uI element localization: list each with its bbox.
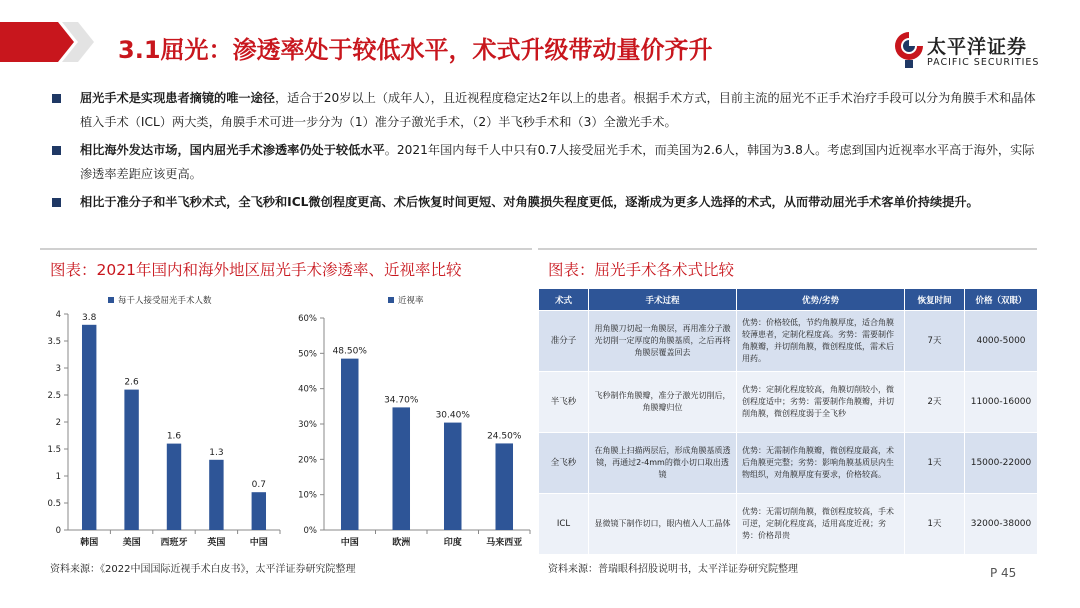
bar [209, 460, 223, 530]
bullet-square-icon [52, 198, 61, 207]
data-label: 30.40% [435, 410, 470, 421]
table-row [539, 494, 1038, 555]
bullet-item [52, 86, 1042, 134]
bar [495, 443, 513, 530]
table-header: 手术过程 [589, 289, 737, 311]
table-header: 术式 [539, 289, 589, 311]
data-label: 3.8 [82, 312, 97, 323]
y-tick-label: 3 [55, 364, 61, 374]
process-cell: 在角膜上扫描两层后，形成角膜基质透镜，再通过2-4mm的微小切口取出透镜 [589, 433, 737, 494]
legend-swatch [388, 297, 394, 303]
process-cell: 用角膜刀切起一角膜层，再用准分子激光切削一定厚度的角膜基质，之后再将角膜层覆盖回去 [589, 311, 737, 372]
logo-chinese-name: 太平洋证券 [927, 36, 1028, 58]
header-chevron-decoration [0, 22, 100, 62]
bullet-bold-text: 相比海外发达市场，国内屈光手术渗透率仍处于较低水平 [80, 143, 385, 157]
y-tick-label: 0 [55, 526, 61, 536]
data-label: 24.50% [487, 431, 522, 442]
table-header-row [539, 289, 1038, 311]
category-label: 马来西亚 [486, 538, 523, 548]
y-tick-label: 60% [298, 314, 317, 324]
table-row [539, 433, 1038, 494]
category-label: 英国 [207, 538, 226, 548]
y-tick-label: 4 [55, 310, 61, 320]
y-tick-label: 2 [55, 418, 61, 428]
price-cell: 15000-22000 [965, 433, 1038, 494]
y-tick-label: 3.5 [47, 337, 61, 347]
bullet-text: 。2021年国内每千人中只有0.7人接受屈光手术，而美国为2.6人，韩国为3.8人。考虑到国内近视率水平高于海外，实际渗透率差距应该更高。 [80, 143, 1035, 181]
pros-cons-cell: 优势：无需切削角膜，微创程度较高，手术可逆，定制化程度高，适用高度近视；劣势：价格昂贵 [737, 494, 905, 555]
category-label: 中国 [249, 538, 268, 548]
y-tick-label: 20% [298, 455, 317, 466]
y-tick-label: 10% [298, 490, 317, 501]
company-logo [893, 30, 1058, 74]
bar [341, 359, 359, 530]
surgery-name-cell: ICL [539, 494, 589, 555]
data-label: 2.6 [124, 377, 139, 388]
page-title: 3.1屈光：渗透率处于较低水平，术式升级带动量价齐升 [118, 36, 713, 64]
y-tick-label: 0% [303, 526, 317, 536]
pacific-logo-icon [893, 30, 925, 70]
data-label: 48.50% [332, 346, 367, 357]
logo-english-name: PACIFIC SECURITIES [927, 57, 1040, 68]
legend-label: 近视率 [398, 296, 424, 306]
bullet-list [52, 86, 1042, 218]
recovery-cell: 2天 [905, 372, 965, 433]
process-cell: 显微镜下制作切口，眼内植入人工晶体 [589, 494, 737, 555]
category-label: 西班牙 [160, 538, 188, 548]
bullet-item [52, 138, 1042, 186]
legend-swatch [108, 297, 114, 303]
pros-cons-cell: 优势：无需制作角膜瓣，微创程度最高，术后角膜更完整；劣势：影响角膜基质层内生物组织，对角膜厚度有要求，价格较高。 [737, 433, 905, 494]
bar [82, 325, 96, 530]
price-cell: 4000-5000 [965, 311, 1038, 372]
left-panel-divider [40, 248, 532, 250]
bullet-square-icon [52, 146, 61, 155]
data-label: 0.7 [251, 480, 266, 491]
bar [167, 444, 181, 530]
y-tick-label: 50% [298, 349, 317, 360]
bar [252, 492, 266, 530]
recovery-cell: 7天 [905, 311, 965, 372]
myopia-rate-chart [290, 290, 535, 552]
recovery-cell: 1天 [905, 494, 965, 555]
category-label: 欧洲 [392, 538, 411, 548]
y-tick-label: 0.5 [47, 499, 61, 509]
data-label: 1.3 [209, 447, 224, 458]
table-row [539, 311, 1038, 372]
recovery-cell: 1天 [905, 433, 965, 494]
category-label: 印度 [443, 538, 462, 548]
y-tick-label: 40% [298, 384, 317, 395]
legend-label: 每千人接受屈光手术人数 [118, 296, 212, 306]
process-cell: 飞秒制作角膜瓣，准分子激光切削后，角膜瓣归位 [589, 372, 737, 433]
price-cell: 11000-16000 [965, 372, 1038, 433]
category-label: 中国 [340, 538, 359, 548]
bullet-square-icon [52, 94, 61, 103]
data-label: 34.70% [384, 395, 419, 406]
bar [392, 407, 410, 530]
bullet-text: ，适合于20岁以上（成年人），且近视程度稳定达2年以上的患者。根据手术方式，目前主流的屈光不正手术治疗手段可以分为角膜手术和晶体植入手术（ICL）两大类，角膜手术可进一步分为（1）准分子激光手术，（2）半飞秒手术和（3）全激光手术。 [80, 91, 1036, 129]
right-source-note: 资料来源：普瑞眼科招股说明书，太平洋证券研究院整理 [548, 564, 798, 575]
left-panel-title: 图表：2021年国内和海外地区屈光手术渗透率、近视率比较 [50, 261, 462, 279]
surgery-name-cell: 准分子 [539, 311, 589, 372]
page-number: P 45 [990, 566, 1017, 580]
table-header: 优势/劣势 [737, 289, 905, 311]
pros-cons-cell: 优势：价格较低，节约角膜厚度，适合角膜较薄患者，定制化程度高。劣势：需要制作角膜瓣，并切削角膜，微创程度低，需术后用药。 [737, 311, 905, 372]
price-cell: 32000-38000 [965, 494, 1038, 555]
y-tick-label: 2.5 [47, 391, 61, 401]
right-panel-divider [538, 248, 1037, 250]
bar [444, 423, 462, 530]
category-label: 美国 [122, 538, 141, 548]
pros-cons-cell: 优势：定制化程度较高，角膜切削较小，微创程度适中；劣势：需要制作角膜瓣，并切削角膜，微创程度弱于全飞秒 [737, 372, 905, 433]
y-tick-label: 1 [55, 472, 61, 482]
category-label: 韩国 [80, 538, 99, 548]
table-header: 恢复时间 [905, 289, 965, 311]
bullet-bold-text: 相比于准分子和半飞秒术式，全飞秒和ICL微创程度更高、术后恢复时间更短、对角膜损失程度更低，逐渐成为更多人选择的术式，从而带动屈光手术客单价持续提升。 [80, 195, 979, 209]
bar [124, 390, 138, 530]
y-tick-label: 1.5 [47, 445, 61, 455]
surgery-name-cell: 半飞秒 [539, 372, 589, 433]
y-tick-label: 30% [298, 420, 317, 430]
data-label: 1.6 [166, 431, 182, 442]
surgery-per-thousand-chart [40, 290, 290, 552]
left-source-note: 资料来源：《2022中国国际近视手术白皮书》，太平洋证券研究院整理 [50, 564, 356, 575]
bullet-bold-text: 屈光手术是实现患者摘镜的唯一途径 [80, 91, 275, 105]
surgery-comparison-table [538, 288, 1038, 555]
table-header: 价格（双眼） [965, 289, 1038, 311]
table-row [539, 372, 1038, 433]
right-panel-title: 图表：屈光手术各术式比较 [548, 261, 735, 279]
bullet-item [52, 190, 1042, 214]
surgery-name-cell: 全飞秒 [539, 433, 589, 494]
